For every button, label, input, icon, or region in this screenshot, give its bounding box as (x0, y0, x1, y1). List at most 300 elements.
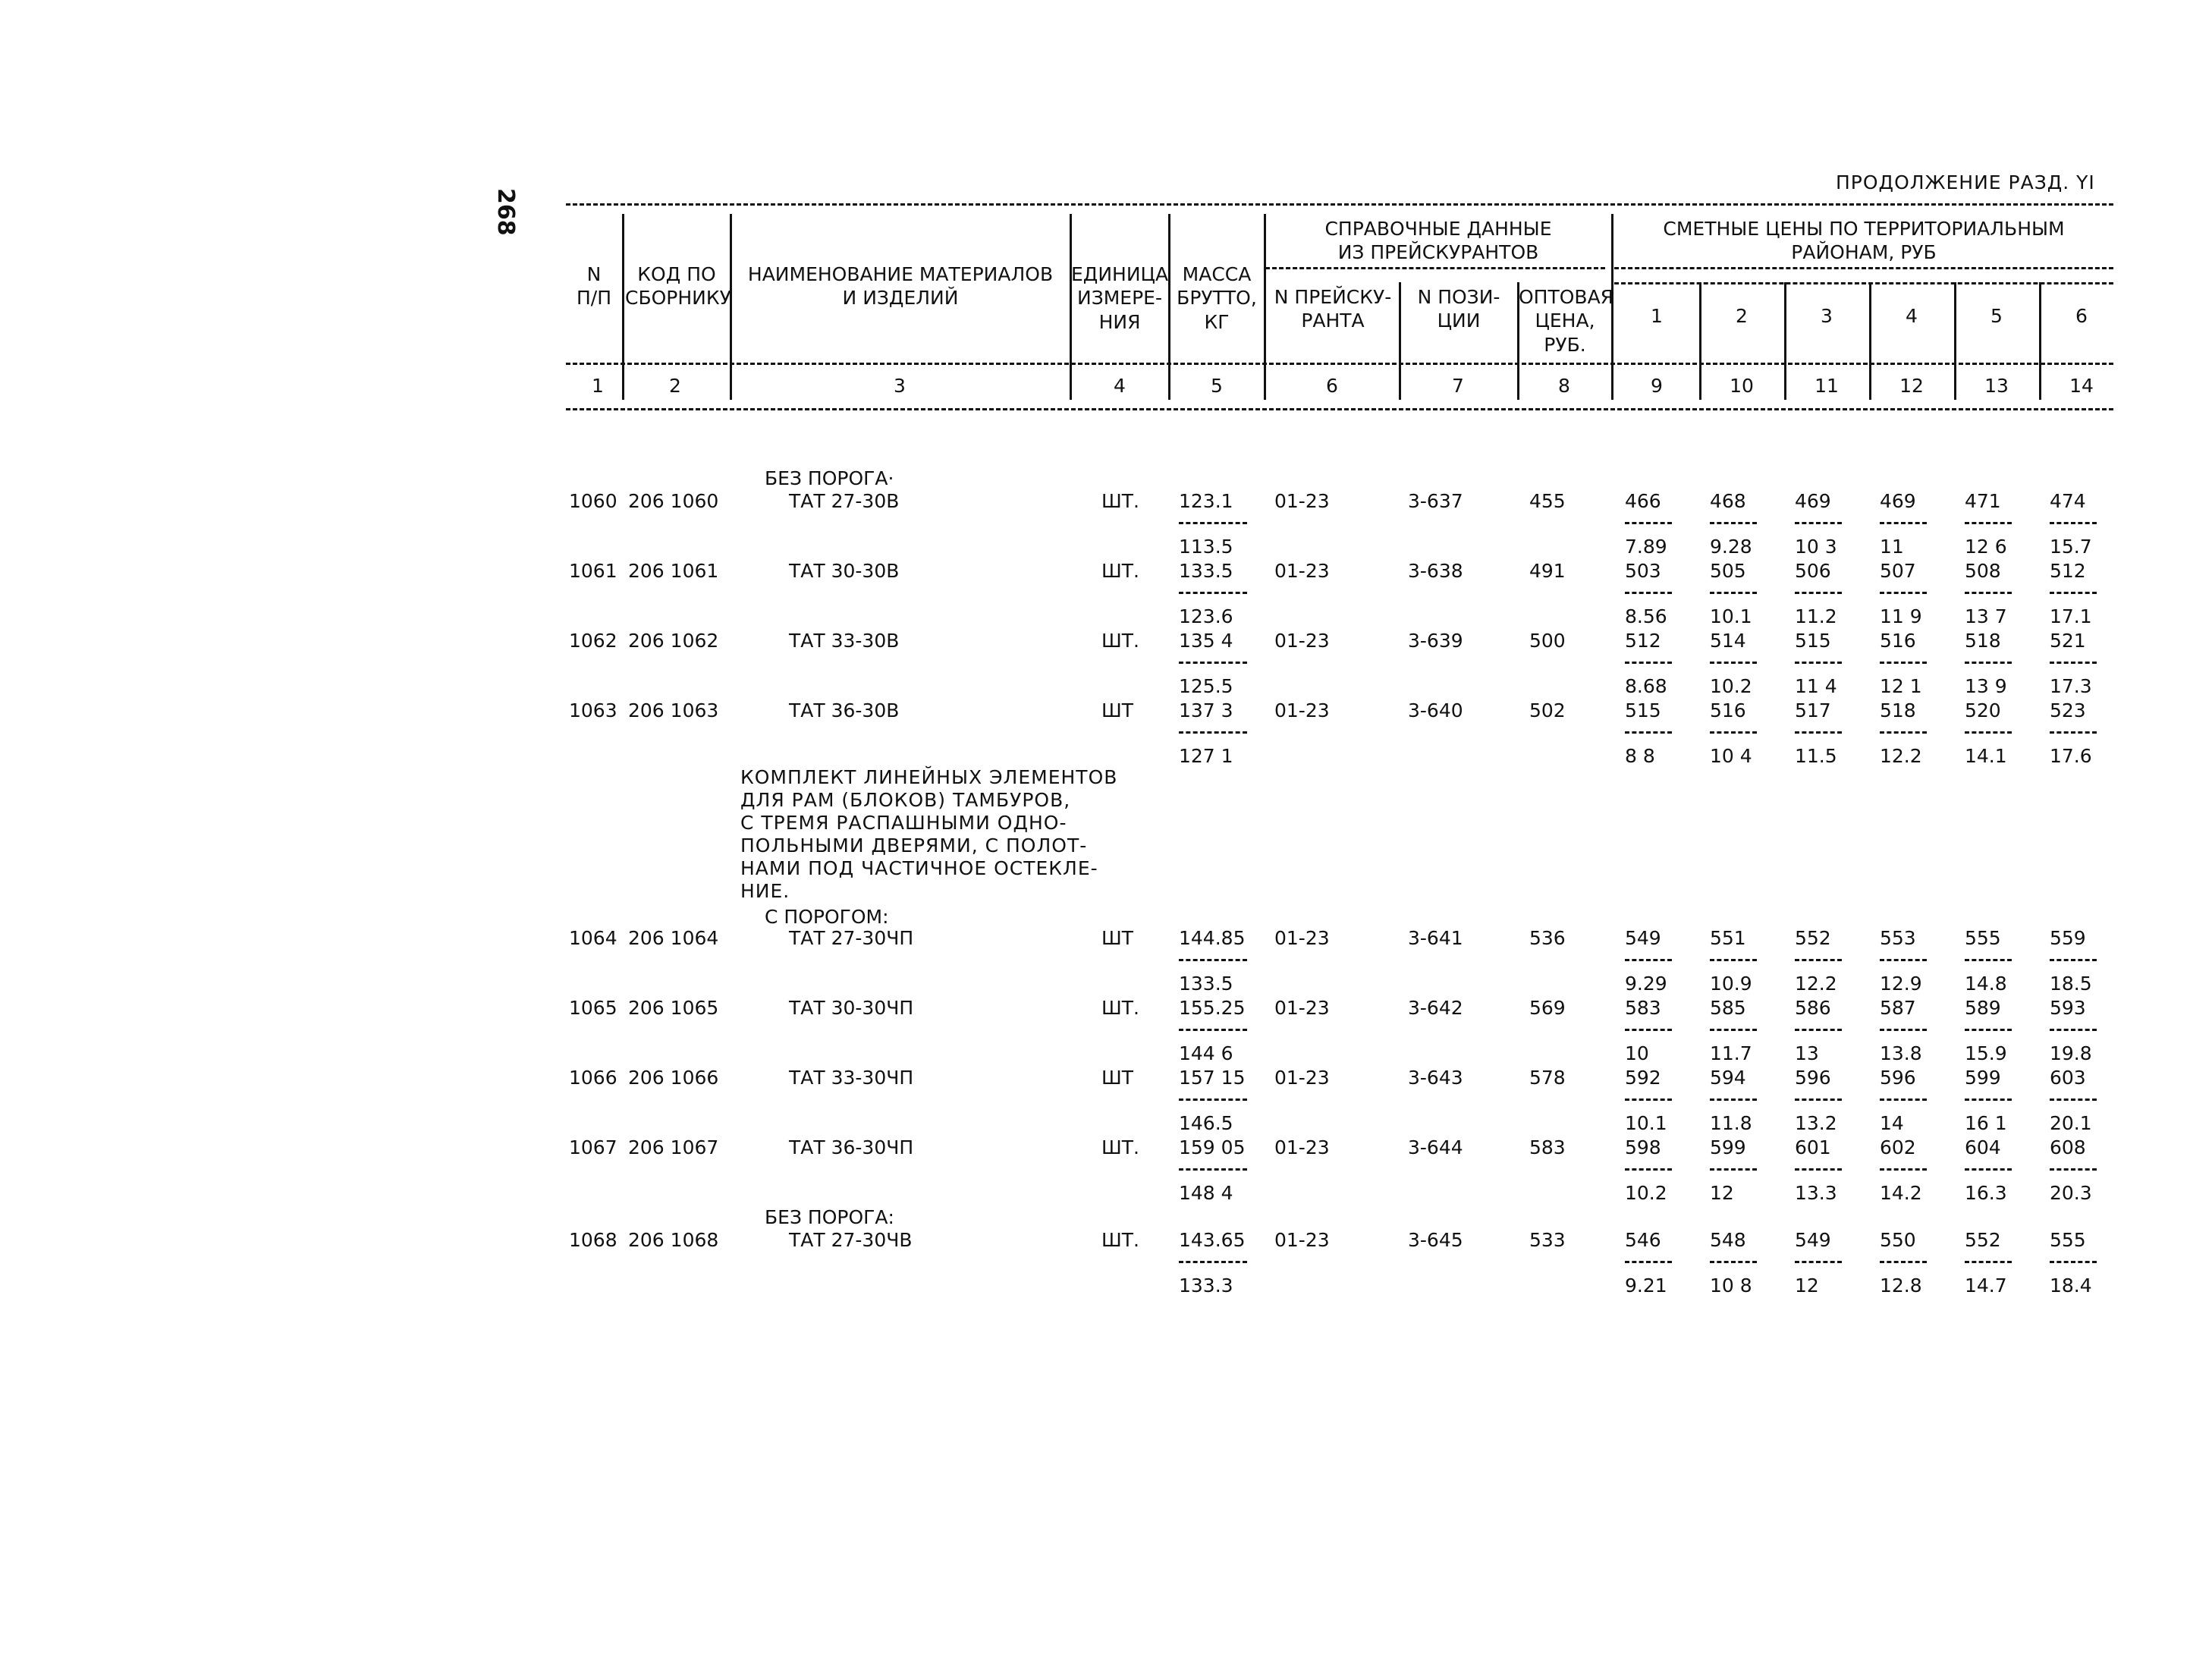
row-region-price: 585 (1710, 997, 1746, 1019)
header-col8: ОПТОВАЯ ЦЕНА, РУБ. (1519, 286, 1614, 356)
column-number: 9 (1651, 375, 1663, 397)
page-number: 268 (492, 188, 519, 236)
row-price-list: 01-23 (1274, 1229, 1330, 1251)
row-region-price-secondary: 10.1 (1625, 1112, 1667, 1134)
row-unit: ШТ. (1101, 560, 1139, 582)
header-vbar (1869, 282, 1871, 400)
row-price-fraction-line (1965, 731, 2012, 734)
row-region-price: 506 (1795, 560, 1831, 582)
row-region-price: 593 (2050, 997, 2086, 1019)
row-wholesale: 455 (1529, 490, 1566, 512)
row-price-fraction-line (1795, 592, 1842, 594)
row-price-list: 01-23 (1274, 927, 1330, 949)
region-number: 1 (1651, 305, 1663, 327)
row-region-price: 517 (1795, 699, 1831, 721)
row-price-fraction-line (1625, 592, 1672, 594)
row-mass-fraction-line (1179, 959, 1247, 961)
row-mass: 143.65 (1179, 1229, 1246, 1251)
row-region-price: 508 (1965, 560, 2001, 582)
row-region-price: 603 (2050, 1067, 2086, 1089)
row-price-fraction-line (1880, 1029, 1927, 1031)
row-unit: ШТ (1101, 927, 1134, 949)
row-code: 206 1065 (628, 997, 719, 1019)
header-col5: МАССА БРУТТО, КГ (1177, 263, 1257, 333)
header-vbar (1954, 282, 1956, 400)
row-price-fraction-line (1965, 1261, 2012, 1263)
row-name: ТАТ 27-30В (789, 490, 900, 512)
header-col2: КОД ПО СБОРНИКУ (625, 263, 731, 310)
row-price-list: 01-23 (1274, 1136, 1330, 1158)
row-price-fraction-line (1625, 1168, 1672, 1171)
row-region-price: 555 (1965, 927, 2001, 949)
row-region-price-secondary: 10 4 (1710, 745, 1752, 767)
row-region-price: 549 (1625, 927, 1661, 949)
row-unit: ШТ. (1101, 490, 1139, 512)
row-region-price-secondary: 8 8 (1625, 745, 1655, 767)
row-name: ТАТ 30-30ЧП (789, 997, 914, 1019)
row-region-price-secondary: 19.8 (2050, 1042, 2092, 1064)
row-position: 3-643 (1408, 1067, 1463, 1089)
row-price-fraction-line (1710, 959, 1757, 961)
row-price-list: 01-23 (1274, 699, 1330, 721)
row-mass: 135 4 (1179, 630, 1233, 652)
row-mass-fraction-line (1179, 662, 1247, 664)
column-number: 7 (1452, 375, 1464, 397)
row-region-price: 552 (1965, 1229, 2001, 1251)
row-price-fraction-line (1710, 1168, 1757, 1171)
row-region-price: 471 (1965, 490, 2001, 512)
row-name: ТАТ 36-30В (789, 699, 900, 721)
row-region-price-secondary: 8.68 (1625, 675, 1667, 697)
region-number: 5 (1990, 305, 2003, 327)
row-region-price-secondary: 11 (1880, 536, 1904, 558)
row-position: 3-640 (1408, 699, 1463, 721)
row-region-price-secondary: 15.7 (2050, 536, 2092, 558)
row-region-price-secondary: 11.7 (1710, 1042, 1752, 1064)
row-region-price-secondary: 11.2 (1795, 605, 1837, 627)
row-region-price-secondary: 11.8 (1710, 1112, 1752, 1134)
row-region-price: 518 (1965, 630, 2001, 652)
column-number: 4 (1114, 375, 1126, 397)
row-region-price: 599 (1710, 1136, 1746, 1158)
row-price-fraction-line (2050, 522, 2097, 524)
row-position: 3-644 (1408, 1136, 1463, 1158)
row-price-list: 01-23 (1274, 560, 1330, 582)
column-number: 8 (1558, 375, 1570, 397)
row-price-fraction-line (1625, 959, 1672, 961)
row-price-fraction-line (1965, 1029, 2012, 1031)
row-number: 1060 (569, 490, 617, 512)
row-price-list: 01-23 (1274, 997, 1330, 1019)
row-region-price: 514 (1710, 630, 1746, 652)
row-price-fraction-line (1880, 1261, 1927, 1263)
group-prices-rule (1614, 267, 2113, 269)
row-region-price-secondary: 13.3 (1795, 1182, 1837, 1204)
group-ref-rule (1265, 267, 1605, 269)
row-region-price: 553 (1880, 927, 1916, 949)
region-number: 6 (2075, 305, 2088, 327)
row-region-price: 523 (2050, 699, 2086, 721)
header-bottom-rule (566, 408, 2113, 410)
row-name: ТАТ 27-30ЧП (789, 927, 914, 949)
row-price-fraction-line (2050, 1029, 2097, 1031)
row-position: 3-645 (1408, 1229, 1463, 1251)
row-code: 206 1061 (628, 560, 719, 582)
row-price-fraction-line (1965, 1168, 2012, 1171)
row-mass: 144.85 (1179, 927, 1246, 949)
row-price-fraction-line (1965, 522, 2012, 524)
row-region-price: 602 (1880, 1136, 1916, 1158)
row-wholesale: 500 (1529, 630, 1566, 652)
row-region-price-secondary: 9.29 (1625, 973, 1667, 995)
row-region-price-secondary: 7.89 (1625, 536, 1667, 558)
section-label-no-threshold: БЕЗ ПОРОГА· (765, 467, 894, 489)
row-region-price: 503 (1625, 560, 1661, 582)
row-region-price: 507 (1880, 560, 1916, 582)
row-mass-fraction-line (1179, 1099, 1247, 1101)
column-number: 12 (1899, 375, 1924, 397)
row-price-fraction-line (1880, 592, 1927, 594)
kit-description-line: КОМПЛЕКТ ЛИНЕЙНЫХ ЭЛЕМЕНТОВ (740, 766, 1118, 788)
row-region-price-secondary: 12 6 (1965, 536, 2007, 558)
row-region-price-secondary: 16 1 (1965, 1112, 2007, 1134)
row-price-list: 01-23 (1274, 630, 1330, 652)
row-wholesale: 578 (1529, 1067, 1566, 1089)
row-region-price: 521 (2050, 630, 2086, 652)
row-price-fraction-line (1710, 1029, 1757, 1031)
kit-description-line: ДЛЯ РАМ (БЛОКОВ) ТАМБУРОВ, (740, 789, 1071, 811)
row-mass-secondary: 125.5 (1179, 675, 1233, 697)
column-number: 13 (1984, 375, 2009, 397)
row-region-price-secondary: 10.9 (1710, 973, 1752, 995)
row-region-price-secondary: 12 (1710, 1182, 1734, 1204)
row-wholesale: 491 (1529, 560, 1566, 582)
row-region-price-secondary: 13 7 (1965, 605, 2007, 627)
row-region-price-secondary: 13.2 (1795, 1112, 1837, 1134)
row-price-fraction-line (1965, 592, 2012, 594)
column-number: 2 (669, 375, 681, 397)
kit-description-line: С ТРЕМЯ РАСПАШНЫМИ ОДНО- (740, 812, 1067, 834)
header-group-prices: СМЕТНЫЕ ЦЕНЫ ПО ТЕРРИТОРИАЛЬНЫМ РАЙОНАМ, РУБ (1663, 218, 2065, 264)
row-name: ТАТ 36-30ЧП (789, 1136, 914, 1158)
header-mid-rule (566, 363, 2113, 365)
row-region-price-secondary: 15.9 (1965, 1042, 2007, 1064)
row-price-fraction-line (1795, 959, 1842, 961)
row-price-fraction-line (2050, 1168, 2097, 1171)
row-region-price: 596 (1880, 1067, 1916, 1089)
row-price-fraction-line (2050, 1099, 2097, 1101)
row-region-price: 552 (1795, 927, 1831, 949)
row-region-price: 518 (1880, 699, 1916, 721)
row-region-price-secondary: 20.1 (2050, 1112, 2092, 1134)
row-region-price: 596 (1795, 1067, 1831, 1089)
row-price-fraction-line (1795, 731, 1842, 734)
row-region-price-secondary: 13 9 (1965, 675, 2007, 697)
row-region-price-secondary: 9.28 (1710, 536, 1752, 558)
row-price-list: 01-23 (1274, 490, 1330, 512)
row-region-price-secondary: 12 (1795, 1275, 1819, 1297)
row-region-price: 559 (2050, 927, 2086, 949)
row-code: 206 1068 (628, 1229, 719, 1251)
row-region-price: 592 (1625, 1067, 1661, 1089)
row-mass: 133.5 (1179, 560, 1233, 582)
row-region-price: 608 (2050, 1136, 2086, 1158)
column-number: 1 (592, 375, 604, 397)
row-code: 206 1062 (628, 630, 719, 652)
row-region-price: 474 (2050, 490, 2086, 512)
row-region-price-secondary: 17.6 (2050, 745, 2092, 767)
row-region-price: 520 (1965, 699, 2001, 721)
row-price-fraction-line (1795, 522, 1842, 524)
row-region-price: 515 (1795, 630, 1831, 652)
row-price-fraction-line (1880, 1099, 1927, 1101)
row-price-fraction-line (1625, 522, 1672, 524)
header-group-ref: СПРАВОЧНЫЕ ДАННЫЕ ИЗ ПРЕЙСКУРАНТОВ (1324, 218, 1552, 264)
row-number: 1065 (569, 997, 617, 1019)
row-region-price: 604 (1965, 1136, 2001, 1158)
header-col1: N П/П (576, 263, 612, 310)
row-number: 1066 (569, 1067, 617, 1089)
column-number: 3 (894, 375, 906, 397)
row-mass-secondary: 133.3 (1179, 1275, 1233, 1297)
row-region-price-secondary: 20.3 (2050, 1182, 2092, 1204)
header-vbar (1784, 282, 1786, 400)
header-vbar (1699, 282, 1701, 400)
row-region-price-secondary: 13.8 (1880, 1042, 1922, 1064)
row-region-price-secondary: 12 1 (1880, 675, 1922, 697)
row-price-list: 01-23 (1274, 1067, 1330, 1089)
row-price-fraction-line (2050, 959, 2097, 961)
row-region-price-secondary: 10.1 (1710, 605, 1752, 627)
row-region-price: 583 (1625, 997, 1661, 1019)
section-label-with-threshold: С ПОРОГОМ: (765, 906, 889, 928)
row-region-price: 549 (1795, 1229, 1831, 1251)
row-region-price: 548 (1710, 1229, 1746, 1251)
row-number: 1063 (569, 699, 617, 721)
row-region-price: 512 (1625, 630, 1661, 652)
kit-description-line: НАМИ ПОД ЧАСТИЧНОЕ ОСТЕКЛЕ- (740, 857, 1098, 879)
row-price-fraction-line (1625, 731, 1672, 734)
column-number: 11 (1815, 375, 1839, 397)
row-number: 1061 (569, 560, 617, 582)
row-region-price-secondary: 12.2 (1880, 745, 1922, 767)
row-mass-secondary: 146.5 (1179, 1112, 1233, 1134)
row-price-fraction-line (1880, 959, 1927, 961)
row-name: ТАТ 30-30В (789, 560, 900, 582)
row-price-fraction-line (1710, 662, 1757, 664)
row-unit: ШТ (1101, 1067, 1134, 1089)
row-mass-fraction-line (1179, 1029, 1247, 1031)
row-region-price-secondary: 10.2 (1710, 675, 1752, 697)
row-region-price: 512 (2050, 560, 2086, 582)
row-position: 3-638 (1408, 560, 1463, 582)
row-price-fraction-line (1965, 662, 2012, 664)
header-col7: N ПОЗИ- ЦИИ (1417, 286, 1500, 332)
header-vbar (1264, 214, 1266, 400)
row-wholesale: 502 (1529, 699, 1566, 721)
row-region-price: 586 (1795, 997, 1831, 1019)
row-price-fraction-line (1880, 662, 1927, 664)
row-region-price: 599 (1965, 1067, 2001, 1089)
row-region-price: 516 (1710, 699, 1746, 721)
row-region-price-secondary: 14.1 (1965, 745, 2007, 767)
row-region-price-secondary: 17.1 (2050, 605, 2092, 627)
row-region-price-secondary: 8.56 (1625, 605, 1667, 627)
row-region-price-secondary: 13 (1795, 1042, 1819, 1064)
row-region-price-secondary: 12.9 (1880, 973, 1922, 995)
row-price-fraction-line (2050, 662, 2097, 664)
row-wholesale: 533 (1529, 1229, 1566, 1251)
row-region-price: 516 (1880, 630, 1916, 652)
header-vbar (2039, 282, 2041, 400)
row-price-fraction-line (1795, 1168, 1842, 1171)
column-number: 6 (1326, 375, 1338, 397)
row-price-fraction-line (2050, 1261, 2097, 1263)
row-mass-secondary: 148 4 (1179, 1182, 1233, 1204)
region-number: 3 (1821, 305, 1833, 327)
row-region-price-secondary: 9.21 (1625, 1275, 1667, 1297)
row-code: 206 1067 (628, 1136, 719, 1158)
row-price-fraction-line (1795, 1029, 1842, 1031)
row-region-price-secondary: 11 9 (1880, 605, 1922, 627)
row-region-price: 598 (1625, 1136, 1661, 1158)
row-region-price-secondary: 17.3 (2050, 675, 2092, 697)
row-region-price-secondary: 11 4 (1795, 675, 1837, 697)
row-region-price: 601 (1795, 1136, 1831, 1158)
row-unit: ШТ. (1101, 997, 1139, 1019)
row-region-price: 505 (1710, 560, 1746, 582)
row-name: ТАТ 33-30ЧП (789, 1067, 914, 1089)
row-mass-secondary: 144 6 (1179, 1042, 1233, 1064)
row-number: 1068 (569, 1229, 617, 1251)
row-number: 1067 (569, 1136, 617, 1158)
kit-description-line: НИЕ. (740, 880, 790, 902)
row-number: 1064 (569, 927, 617, 949)
row-region-price-secondary: 18.4 (2050, 1275, 2092, 1297)
row-unit: ШТ. (1101, 1136, 1139, 1158)
row-price-fraction-line (1880, 731, 1927, 734)
row-mass: 157 15 (1179, 1067, 1246, 1089)
row-region-price: 515 (1625, 699, 1661, 721)
column-number: 14 (2069, 375, 2094, 397)
row-mass-fraction-line (1179, 592, 1247, 594)
region-number: 2 (1736, 305, 1748, 327)
row-region-price-secondary: 10.2 (1625, 1182, 1667, 1204)
row-mass-secondary: 127 1 (1179, 745, 1233, 767)
row-name: ТАТ 33-30В (789, 630, 900, 652)
row-region-price-secondary: 18.5 (2050, 973, 2092, 995)
column-number: 10 (1730, 375, 1754, 397)
row-price-fraction-line (1710, 1261, 1757, 1263)
row-mass: 137 3 (1179, 699, 1233, 721)
row-mass: 155.25 (1179, 997, 1246, 1019)
row-code: 206 1063 (628, 699, 719, 721)
row-wholesale: 583 (1529, 1136, 1566, 1158)
row-region-price-secondary: 14.7 (1965, 1275, 2007, 1297)
row-price-fraction-line (1795, 662, 1842, 664)
row-region-price: 594 (1710, 1067, 1746, 1089)
row-price-fraction-line (2050, 731, 2097, 734)
row-region-price: 466 (1625, 490, 1661, 512)
row-price-fraction-line (1625, 1099, 1672, 1101)
row-position: 3-641 (1408, 927, 1463, 949)
row-mass-secondary: 133.5 (1179, 973, 1233, 995)
row-price-fraction-line (1710, 592, 1757, 594)
row-price-fraction-line (1795, 1261, 1842, 1263)
row-mass-secondary: 123.6 (1179, 605, 1233, 627)
row-price-fraction-line (1710, 522, 1757, 524)
row-region-price-secondary: 10 (1625, 1042, 1649, 1064)
row-region-price-secondary: 14.8 (1965, 973, 2007, 995)
region-number: 4 (1906, 305, 1918, 327)
column-number: 5 (1211, 375, 1223, 397)
section-label-no-threshold-2: БЕЗ ПОРОГА: (765, 1206, 894, 1228)
header-top-rule (566, 203, 2113, 206)
header-col3: НАИМЕНОВАНИЕ МАТЕРИАЛОВ И ИЗДЕЛИЙ (747, 263, 1054, 310)
row-region-price: 469 (1880, 490, 1916, 512)
row-region-price: 587 (1880, 997, 1916, 1019)
row-region-price-secondary: 12.2 (1795, 973, 1837, 995)
row-region-price: 469 (1795, 490, 1831, 512)
row-wholesale: 536 (1529, 927, 1566, 949)
row-mass-fraction-line (1179, 522, 1247, 524)
row-region-price-secondary: 10 8 (1710, 1275, 1752, 1297)
row-position: 3-642 (1408, 997, 1463, 1019)
row-mass-fraction-line (1179, 1168, 1247, 1171)
row-mass-fraction-line (1179, 731, 1247, 734)
row-code: 206 1066 (628, 1067, 719, 1089)
row-name: ТАТ 27-30ЧВ (789, 1229, 913, 1251)
row-position: 3-637 (1408, 490, 1463, 512)
header-col6: N ПРЕЙСКУ- РАНТА (1274, 286, 1392, 332)
row-region-price: 555 (2050, 1229, 2086, 1251)
row-unit: ШТ. (1101, 630, 1139, 652)
row-code: 206 1064 (628, 927, 719, 949)
row-region-price: 468 (1710, 490, 1746, 512)
row-region-price-secondary: 11.5 (1795, 745, 1837, 767)
row-region-price-secondary: 12.8 (1880, 1275, 1922, 1297)
row-region-price: 551 (1710, 927, 1746, 949)
row-price-fraction-line (1625, 662, 1672, 664)
row-region-price-secondary: 10 3 (1795, 536, 1837, 558)
row-price-fraction-line (1795, 1099, 1842, 1101)
row-code: 206 1060 (628, 490, 719, 512)
row-position: 3-639 (1408, 630, 1463, 652)
row-price-fraction-line (1625, 1029, 1672, 1031)
kit-description-line: ПОЛЬНЫМИ ДВЕРЯМИ, С ПОЛОТ- (740, 834, 1088, 857)
row-number: 1062 (569, 630, 617, 652)
row-unit: ШТ. (1101, 1229, 1139, 1251)
row-region-price: 546 (1625, 1229, 1661, 1251)
continuation-title: ПРОДОЛЖЕНИЕ РАЗД. YI (1836, 171, 2095, 193)
row-region-price-secondary: 14 (1880, 1112, 1904, 1134)
row-region-price: 589 (1965, 997, 2001, 1019)
row-region-price-secondary: 14.2 (1880, 1182, 1922, 1204)
row-unit: ШТ (1101, 699, 1134, 721)
row-price-fraction-line (1625, 1261, 1672, 1263)
row-price-fraction-line (1880, 522, 1927, 524)
row-price-fraction-line (1965, 959, 2012, 961)
row-price-fraction-line (1710, 1099, 1757, 1101)
row-wholesale: 569 (1529, 997, 1566, 1019)
row-region-price: 550 (1880, 1229, 1916, 1251)
row-mass-fraction-line (1179, 1261, 1247, 1263)
row-price-fraction-line (2050, 592, 2097, 594)
row-mass: 159 05 (1179, 1136, 1246, 1158)
row-price-fraction-line (1880, 1168, 1927, 1171)
row-mass: 123.1 (1179, 490, 1233, 512)
row-price-fraction-line (1710, 731, 1757, 734)
